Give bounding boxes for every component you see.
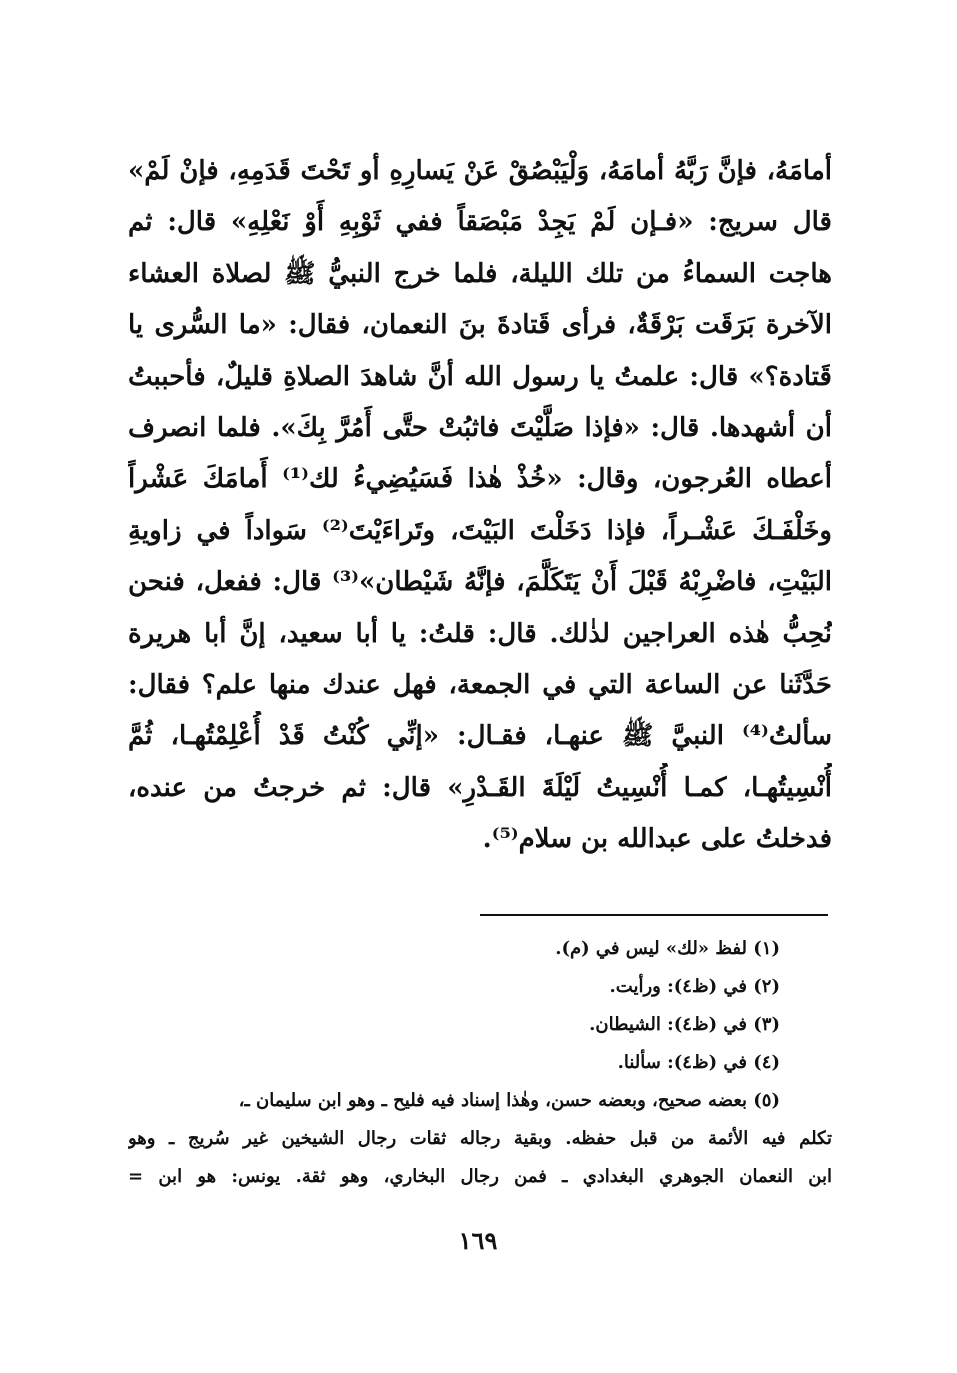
text-line: أمامَهُ، فإنَّ رَبَّهُ أمامَهُ، وَلْيَبْصُقْ عَنْ يَسارِهِ أو تَحْتَ قَدَمِهِ، فإنْ لَمْ»: [128, 156, 832, 186]
text-line: البَيْتِ، فاضْرِبْهُ قَبْلَ أَنْ يَتَكَلَّمَ، فإنَّهُ شَيْطان»⁽³⁾ قال: ففعل، فنحن: [128, 567, 832, 598]
text-line: قال سريج: «فـإن لَمْ يَجِدْ مَبْصَقاً ففي ثَوْبِهِ أَوْ نَعْلِهِ» قال: ثم: [128, 207, 832, 238]
text-line: نُحِبُّ هٰذه العراجين لذٰلك. قال: قلتُ: يا أبا سعيد، إنَّ أبا هريرة: [128, 618, 832, 649]
text-line: فدخلتُ على عبدالله بن سلام⁽⁵⁾.: [482, 824, 832, 855]
footnote-line: تكلم فيه الأئمة من قبل حفظه. وبقية رجاله ثقات رجال الشيخين غير سُريج ـ وهو: [128, 1128, 832, 1149]
footnote-line: ابن النعمان الجوهري البغدادي ـ فمن رجال البخاري، وهو ثقة. يونس: هو ابن =: [128, 1166, 832, 1187]
footnote-line: (٢) في (ظ٤): ورأيت.: [609, 976, 780, 997]
text-line: أن أشهدها. قال: «فإذا صَلَّيْتَ فاثبُتْ حتَّى أَمُرَّ بِكَ». فلما انصرف: [128, 412, 832, 443]
text-line: قَتادة؟» قال: علمتُ يا رسول الله أنَّ شاهدَ الصلاةِ قليلٌ، فأحببتُ: [128, 361, 832, 392]
text-line: وخَلْفَـكَ عَشْـراً، فإذا دَخَلْتَ البَيْتَ، وتَراءَيْتَ⁽²⁾ سَواداً في زاويةِ: [128, 515, 832, 546]
text-line: حَدَّثَنا عن الساعة التي في الجمعة، فهل عندك منها علم؟ فقال:: [128, 669, 832, 700]
text-line: الآخرة بَرَقَت بَرْقَةٌ، فرأى قَتادةَ بنَ النعمان، فقال: «ما السُّرى يا: [128, 310, 832, 341]
text-line: أُنْسِيتُهـا، كمـا أُنْسِيتُ لَيْلَةَ القَـدْرِ» قال: ثم خرجتُ من عنده،: [128, 772, 832, 803]
text-line: سألتُ⁽⁴⁾ النبيَّ ﷺ عنهـا، فقـال: «إنِّي كُنْتُ قَدْ أُعْلِمْتُهـا، ثُمَّ: [128, 721, 832, 752]
footnote-line: (٥) بعضه صحيح، وبعضه حسن، وهٰذا إسناد فيه فليح ـ وهو ابن سليمان ـ،: [238, 1090, 780, 1111]
footnote-separator: [480, 914, 828, 916]
text-line: أعطاه العُرجون، وقال: «خُذْ هٰذا فَسَيُضِيءُ لك⁽¹⁾ أَمامَكَ عَشْراً: [128, 464, 832, 495]
main-text-block: [128, 146, 832, 865]
page-number: ١٦٩: [458, 1226, 498, 1255]
footnotes-block: [128, 930, 832, 1196]
footnote-line: (٤) في (ظ٤): سألنا.: [617, 1052, 780, 1073]
footnote-line: (٣) في (ظ٤): الشيطان.: [589, 1014, 780, 1035]
footnote-line: (١) لفظ «لك» ليس في (م).: [555, 938, 780, 959]
text-line: هاجت السماءُ من تلك الليلة، فلما خرج النبيُّ ﷺ لصلاة العشاء: [128, 258, 832, 289]
